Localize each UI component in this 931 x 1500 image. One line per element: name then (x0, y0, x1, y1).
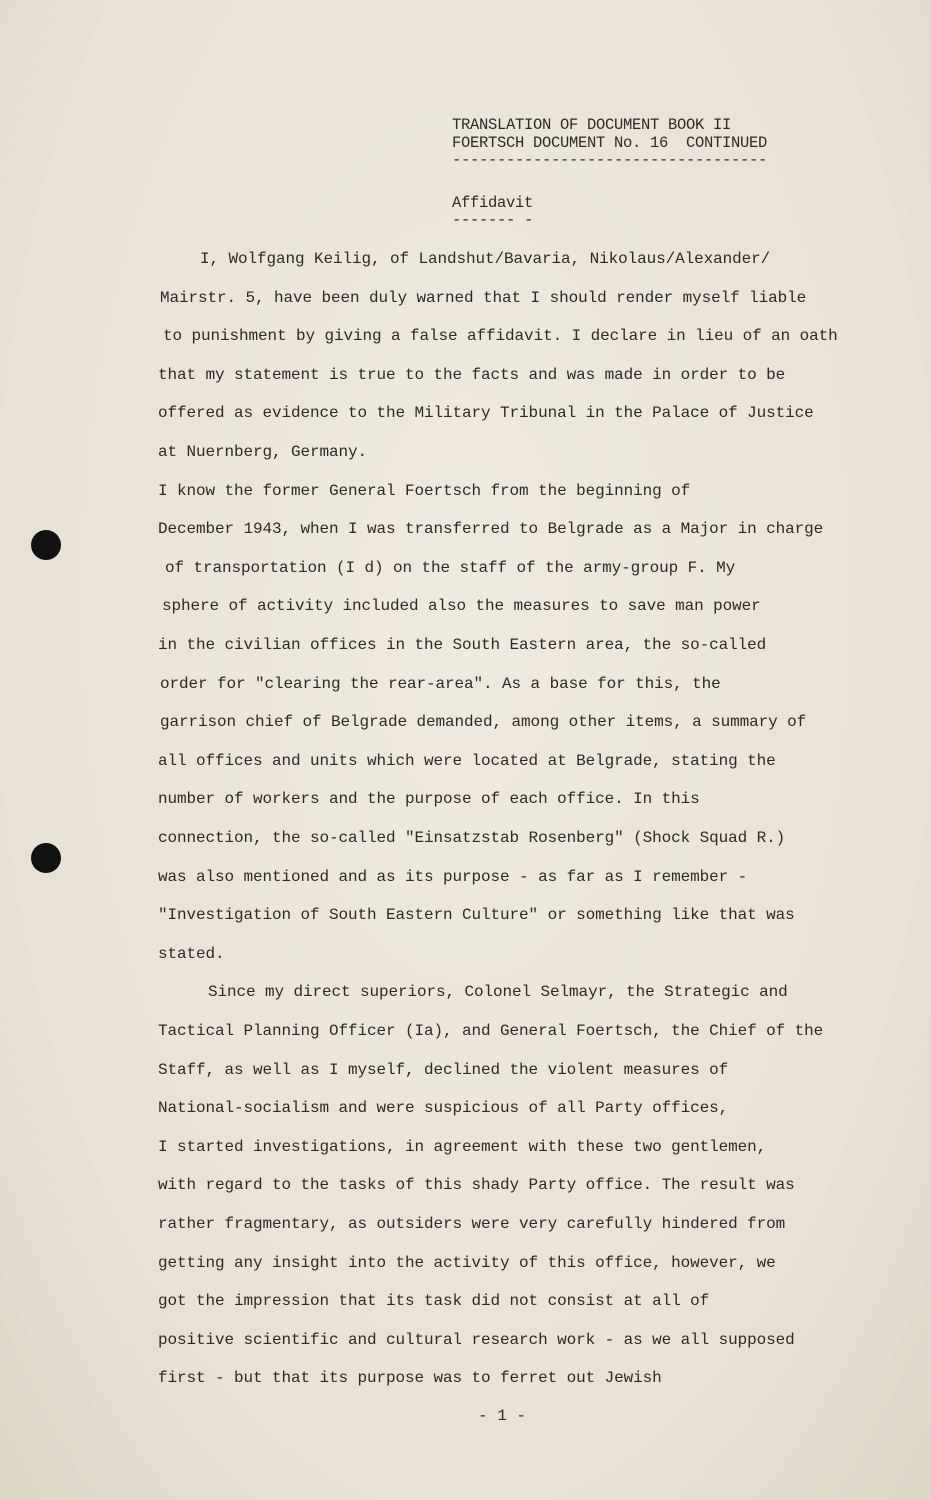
text-line: "Investigation of South Eastern Culture" or something like that was (158, 906, 795, 925)
page-number: - 1 - (478, 1407, 527, 1425)
text-line: rather fragmentary, as outsiders were very carefully hindered from (158, 1215, 786, 1233)
text-line: garrison chief of Belgrade demanded, among other items, a summary of (160, 713, 807, 732)
text-line: December 1943, when I was transferred to Belgrade as a Major in charge (158, 520, 824, 539)
text-line: number of workers and the purpose of each office. In this (158, 790, 700, 809)
text-line: Staff, as well as I myself, declined the violent measures of (158, 1060, 729, 1079)
text-line: I know the former General Foertsch from the beginning of (158, 481, 691, 500)
text-line: getting any insight into the activity of this office, however, we (158, 1253, 776, 1272)
text-line: National-socialism and were suspicious of all Party offices, (158, 1099, 729, 1118)
text-line: Mairstr. 5, have been duly warned that I should render myself liable (160, 288, 807, 307)
text-line: of transportation (I d) on the staff of the army-group F. My (165, 558, 736, 577)
text-line: offered as evidence to the Military Tribunal in the Palace of Justice (158, 404, 814, 423)
text-line: stated. (158, 944, 225, 963)
text-line: connection, the so-called "Einsatzstab Rosenberg" (Shock Squad R.) (158, 829, 786, 847)
text-line: I started investigations, in agreement with these two gentlemen, (158, 1137, 767, 1156)
text-line: sphere of activity included also the measures to save man power (162, 597, 761, 616)
text-line: was also mentioned and as its purpose - as far as I remember - (158, 867, 748, 886)
text-line: got the impression that its task did not consist at all of (158, 1292, 710, 1311)
punch-hole (31, 843, 61, 873)
text-line: Tactical Planning Officer (Ia), and General Foertsch, the Chief of the (158, 1022, 824, 1040)
text-line: at Nuernberg, Germany. (158, 443, 368, 461)
affidavit-title: Affidavit (452, 194, 534, 212)
header-line-2: FOERTSCH DOCUMENT No. 16 CONTINUED (452, 134, 768, 152)
text-line: that my statement is true to the facts and was made in order to be (158, 365, 786, 384)
text-line: order for "clearing the rear-area". As a base for this, the (160, 674, 721, 693)
header-line-1: TRANSLATION OF DOCUMENT BOOK II (452, 116, 732, 134)
text-line: all offices and units which were located at Belgrade, stating the (158, 751, 776, 770)
punch-hole (31, 530, 61, 560)
text-line: to punishment by giving a false affidavit. I declare in lieu of an oath (163, 327, 838, 346)
text-line: Since my direct superiors, Colonel Selmayr, the Strategic and (208, 983, 788, 1002)
text-line: in the civilian offices in the South Eastern area, the so-called (158, 636, 767, 654)
text-line: I, Wolfgang Keilig, of Landshut/Bavaria, Nikolaus/Alexander/ (200, 250, 771, 268)
text-line: first - but that its purpose was to ferret out Jewish (158, 1369, 662, 1388)
header-rule: ----------------------------------- (452, 151, 768, 169)
text-line: positive scientific and cultural research work - as we all supposed (158, 1330, 795, 1349)
text-line: with regard to the tasks of this shady Party office. The result was (158, 1176, 795, 1195)
affidavit-title-rule: ------- - (452, 211, 534, 229)
